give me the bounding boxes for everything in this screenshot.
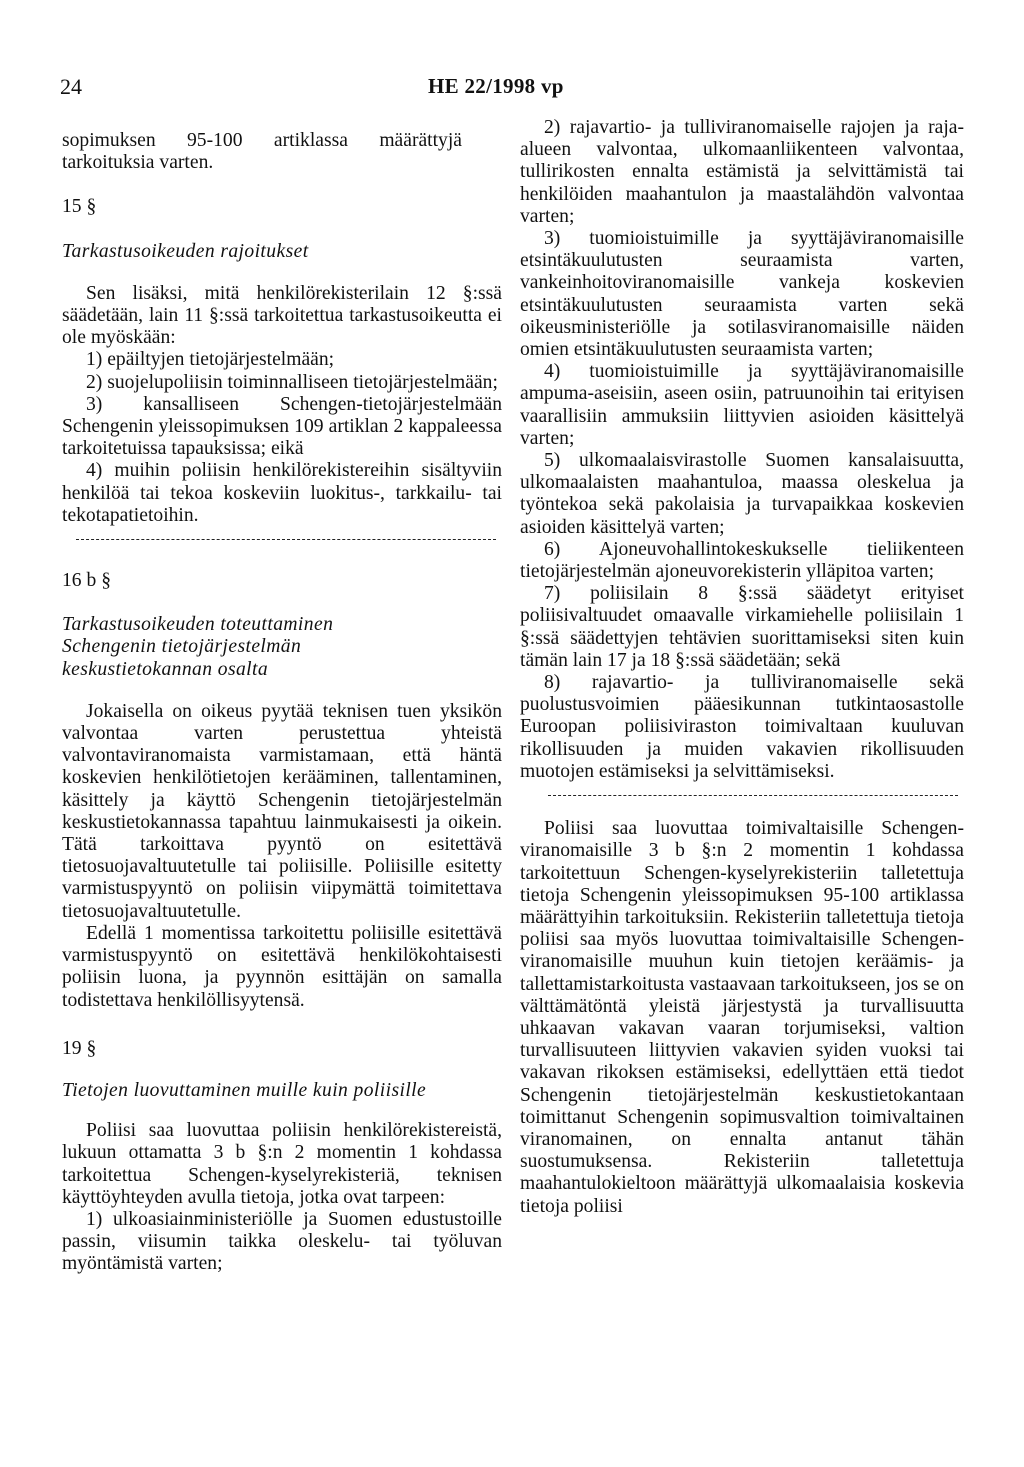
section-19-paragraph: Poliisi saa luovuttaa poliisin henkilörekistereistä, lukuun ottamatta 3 b §:n 2 momentin 1 kohdassa tarkoitettua Schengen-kyselyrekisteriä, teknisen käyttöyhteyden avulla tietoja, jotka ovat tarpeen:: [62, 1120, 502, 1208]
section-15-item-3: 3) kansalliseen Schengen-tietojärjestelmään Schengenin yleissopimuksen 109 artiklan 2 kappaleessa tarkoitetuissa tapauksissa; eikä: [62, 393, 502, 460]
list-item-2: 2) rajavartio- ja tulliviranomaiselle rajojen ja raja-alueen valvontaa, ulkomaanliikenteen valvontaa, tullirikosten ennalta estämistä ja selvittämistä tai henkilöiden maahantulon ja maastalähdön valvontaa varten;: [520, 117, 964, 227]
omission-rule: [548, 795, 958, 796]
final-paragraph: Poliisi saa luovuttaa toimivaltaisille Schengen-viranomaisille 3 b §:n 2 momentin 1 kohdassa tarkoitettuun Schengen-kyselyrekisteriin talletettuja tietoja Schengenin yleissopimuksen 95-100 artiklassa määrättyihin tarkoituksiin. Rekisteriin talletettuja tietoja poliisi saa myös luovuttaa toimivaltaisille Schengen-viranomaisille muuhun kuin tietojen keräämis- ja tallettamistarkoitusta vastaavaan tarkoitukseen, jos se on välttämätöntä yleistä järjestystä ja turvallisuutta uhkaavan vakavan vaaran torjumiseksi, valtion turvallisuuteen liittyvien vakavien syiden vuoksi tai vakavan rikoksen estämiseksi, edellyttäen että tiedot Schengenin tietojärjestelmän keskustietokantaan toimittanut Schengenin sopimusvaltion toimivaltainen viranomainen, on ennalta antanut tähän suostumuksensa. Rekisteriin talletettuja maahantulokieltoon määrättyjä ulkomaalaisia koskevia tietoja poliisi: [520, 818, 964, 1217]
intro-paragraph: sopimuksen 95-100 artiklassa määrättyjä tarkoituksia varten.: [62, 130, 462, 174]
list-item-6: 6) Ajoneuvohallintokeskukselle tieliikenteen tietojärjestelmän ajoneuvorekisterin ylläpitoa varten;: [520, 538, 964, 583]
section-16b-title-line-2: Schengenin tietojärjestelmän: [62, 636, 302, 658]
section-15-number: 15 §: [62, 196, 97, 218]
list-item-8: 8) rajavartio- ja tulliviranomaiselle sekä puolustusvoimien pääesikunnan tutkintaosastolle Euroopan poliisiviraston toimivaltaan kuuluvan rikollisuuden ja muiden vakavien rikollisuuden muotojen estämiseksi ja selvittämiseksi.: [520, 672, 964, 782]
section-16b-paragraph-1: Jokaisella on oikeus pyytää teknisen tuen yksikön valvontaa varten perustettua yhteistä valvontaviranomaista varmistamaan, että häntä koskevien henkilötietojen kerääminen, tallentaminen, käsittely ja käyttö Schengenin tietojärjestelmän keskustietokannassa tapahtuu lainmukaisesti ja oikein. Tätä tarkoittava pyyntö on esitettävä tietosuojavaltuutetulle tai poliisille. Poliisille esitetty varmistuspyyntö on poliisin viipymättä toimitettava tietosuojavaltuutetulle.: [62, 700, 502, 922]
section-16b-title-line-1: Tarkastusoikeuden toteuttaminen: [62, 614, 334, 636]
list-item-3: 3) tuomioistuimille ja syyttäjäviranomaisille etsintäkuulutusten seuraamista varten, vankeinhoitoviranomaisille vankeja koskevien etsintäkuulutusten seuraamista varten sekä oikeusministeriölle ja sotilasviranomaisille näiden omien etsintäkuulutusten seuraamista varten;: [520, 228, 964, 361]
document-id: HE 22/1998 vp: [428, 74, 564, 98]
section-15-title: Tarkastusoikeuden rajoitukset: [62, 240, 309, 262]
list-item-5: 5) ulkomaalaisvirastolle Suomen kansalaisuutta, ulkomaalaisten maahantuloa, maassa oleskelua ja työntekoa sekä pakolaisia ja turvapaikkaa koskevien asioiden käsittelyä varten;: [520, 450, 964, 538]
section-19-title: Tietojen luovuttaminen muille kuin poliisille: [62, 1079, 427, 1101]
section-15-paragraph: Sen lisäksi, mitä henkilörekisterilain 12 §:ssä säädetään, lain 11 §:ssä tarkoitettua tarkastusoikeutta ei ole myöskään:: [62, 282, 502, 349]
section-16b-title-line-3: keskustietokannan osalta: [62, 658, 269, 680]
section-16b-paragraph-2: Edellä 1 momentissa tarkoitettu poliisille esitettävä varmistuspyyntö on esitettävä henkilökohtaisesti poliisin luona, ja pyynnön esittäjän on samalla todistettava henkilöllisyytensä.: [62, 922, 502, 1011]
section-15-item-1: 1) epäiltyjen tietojärjestelmään;: [86, 349, 335, 371]
section-15-item-4: 4) muihin poliisin henkilörekistereihin sisältyviin henkilöä tai tekoa koskeviin luokitus-, tarkkailu- tai tekotapatietoihin.: [62, 460, 502, 526]
list-item-4: 4) tuomioistuimille ja syyttäjäviranomaisille ampuma-aseisiin, aseen osiin, patruunoihin tai erityisen vaarallisiin ammuksiin liittyvien asioiden käsittelyä varten;: [520, 361, 964, 449]
section-19-item-1: 1) ulkoasiainministeriölle ja Suomen edustustoille passin, viisumin taikka oleskelu- tai työluvan myöntämistä varten;: [62, 1208, 502, 1275]
omission-rule: [76, 539, 496, 540]
list-item-7: 7) poliisilain 8 §:ssä säädetyt erityiset poliisivaltuudet omaavalle virkamiehelle poliisilain 1 §:ssä säädettyjen tehtävien suorittamiseksi siten kuin tämän lain 17 ja 18 §:ssä säädetään; sekä: [520, 583, 964, 671]
section-16b-number: 16 b §: [62, 570, 111, 592]
section-16b-title: [62, 614, 502, 681]
right-column: [520, 117, 964, 1218]
page-number: 24: [60, 74, 82, 99]
left-column: [62, 130, 502, 1276]
section-15-item-2: 2) suojelupoliisin toiminnalliseen tietojärjestelmään;: [86, 371, 498, 393]
section-19-number: 19 §: [62, 1037, 97, 1059]
